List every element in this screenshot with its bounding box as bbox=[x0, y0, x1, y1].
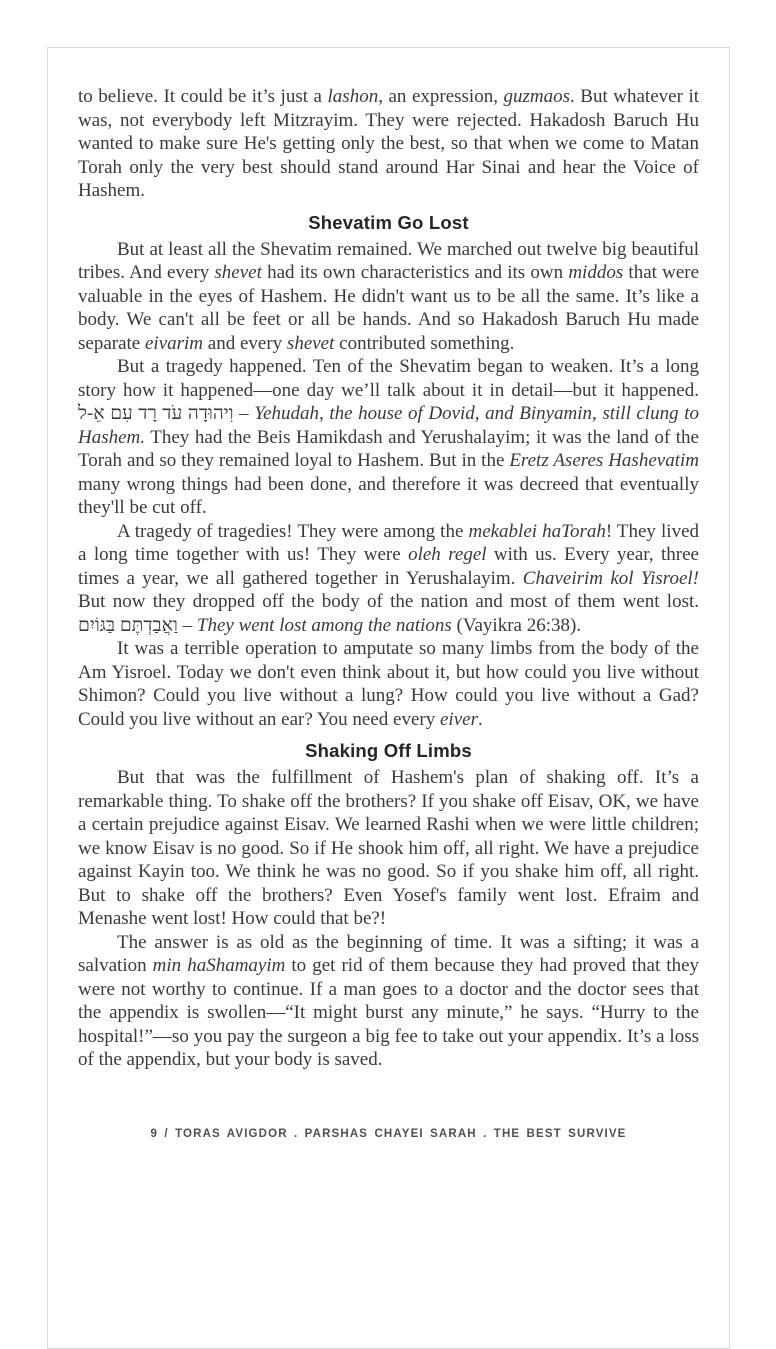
body-text: – bbox=[177, 614, 197, 636]
body-text: But at least all the Shevatim remained. We marched out twelve big beautiful tribes. And every bbox=[78, 238, 699, 283]
paragraph bbox=[78, 238, 699, 356]
body-text: It was a terrible operation to amputate so many limbs from the body of the Am Yisroel. Today we don't even think about it, but how could you live without Shimon? Could you live without a lung? How could you live without a Gad? Could you live without an ear? You need every bbox=[78, 638, 699, 730]
italic-text: Yehudah, the house of Dovid, and Binyamin, still clung to Hashem. bbox=[78, 403, 699, 448]
section-heading: Shaking Off Limbs bbox=[305, 740, 472, 761]
body-text: But a tragedy happened. Ten of the Shevatim began to weaken. It’s a long story how it happened—one day we’ll talk about it in detail—but it happened. bbox=[78, 356, 699, 401]
italic-text: min haShamayim bbox=[152, 955, 286, 976]
body-text: ! They lived a long time together with us! They were bbox=[78, 520, 699, 565]
hebrew-phrase: וַאֲבַדְתֶּם בַּגּוֹיִם bbox=[78, 614, 178, 636]
body-text: – bbox=[233, 403, 255, 424]
body-text: many wrong things had been done, and therefore it was decreed that eventually they'll be cut off. bbox=[78, 473, 699, 518]
paragraph bbox=[78, 355, 699, 520]
body-text: The answer is as old as the beginning of time. It was a sifting; it was a salvation bbox=[78, 931, 699, 976]
italic-text: eivarim bbox=[144, 332, 204, 354]
article-body bbox=[48, 48, 729, 1072]
body-text: that were valuable in the eyes of Hashem. He didn't want us to be all the same. It’s like a body. We can't all be feet or all be hands. And so Hakadosh Baruch Hu made separate bbox=[78, 262, 700, 354]
italic-text: Eretz Aseres Hashevatim bbox=[509, 450, 699, 471]
body-text: to believe. It could be it’s just a bbox=[78, 86, 328, 107]
italic-text: lashon bbox=[327, 86, 379, 107]
body-text: with us. Every year, three times a year, we all gathered together in Yerushalayim. bbox=[78, 544, 699, 589]
body-text: They had the Beis Hamikdash and Yerushalayim; it was the land of the Torah and so they remained loyal to Hashem. But in the bbox=[78, 426, 699, 471]
italic-text: shevet bbox=[214, 262, 262, 283]
body-text: (Vayikra 26:38). bbox=[451, 614, 582, 636]
paragraph bbox=[78, 766, 699, 931]
body-text: had its own characteristics and its own bbox=[261, 262, 569, 283]
body-text: A tragedy of tragedies! They were among the bbox=[117, 520, 469, 542]
body-text: . But whatever it was, not everybody left Mitzrayim. They were rejected. Hakadosh Baruch Hu wanted to make sure He's getting only the best, so that when we come to Matan Torah only the very best should stand around Har Sinai and hear the Voice of Hashem. bbox=[78, 86, 699, 201]
italic-text: shevet bbox=[286, 332, 335, 354]
page bbox=[47, 47, 730, 1349]
section-heading: Shevatim Go Lost bbox=[308, 211, 469, 233]
paragraph bbox=[78, 637, 699, 731]
italic-text: eiver bbox=[439, 708, 478, 730]
body-text: contributed something. bbox=[334, 332, 515, 354]
italic-text: middos bbox=[568, 262, 624, 283]
italic-text: They went lost among the nations bbox=[196, 614, 452, 636]
paragraph bbox=[78, 931, 699, 1072]
paragraph bbox=[78, 520, 699, 638]
body-text: But now they dropped off the body of the nation and most of them went lost. bbox=[78, 591, 699, 612]
italic-text: mekablei haTorah bbox=[468, 520, 606, 542]
italic-text: Chaveirim kol Yisroel! bbox=[522, 567, 699, 589]
body-text: and every bbox=[203, 332, 287, 354]
paragraph bbox=[78, 85, 699, 203]
body-text: to get rid of them because they had proved that they were not worthy to continue. If a man goes to a doctor and the doctor sees that the appendix is swollen—“It might burst any minute,” he says. “Hurry to the hospital!”—so you pay the surgeon a big fee to take out your appendix. It’s a loss of the appendix, but your body is saved. bbox=[78, 955, 699, 1070]
hebrew-phrase: וִיהוּדָה עֹד רָד עִם אֵ-ל bbox=[78, 403, 234, 424]
italic-text: oleh regel bbox=[408, 544, 487, 565]
body-text: But that was the fulfillment of Hashem's plan of shaking off. It’s a remarkable thing. To shake off the brothers? If you shake off Eisav, OK, we have a certain prejudice against Eisav. We learned Rashi when we were little children; we know Eisav is no good. So if He shook him off, all right. We have a prejudice against Kayin too. We think he was no good. So if you shake him off, all right. But to shake off the brothers? Even Yosef's family went lost. Efraim and Menashe went lost! How could that be?! bbox=[78, 767, 699, 929]
body-text: , an expression, bbox=[378, 86, 504, 107]
page-footer: 9 / TORAS AVIGDOR . PARSHAS CHAYEI SARAH . THE BEST SURVIVE bbox=[150, 1128, 627, 1140]
body-text: . bbox=[477, 708, 483, 730]
italic-text: guzmaos bbox=[503, 86, 571, 107]
